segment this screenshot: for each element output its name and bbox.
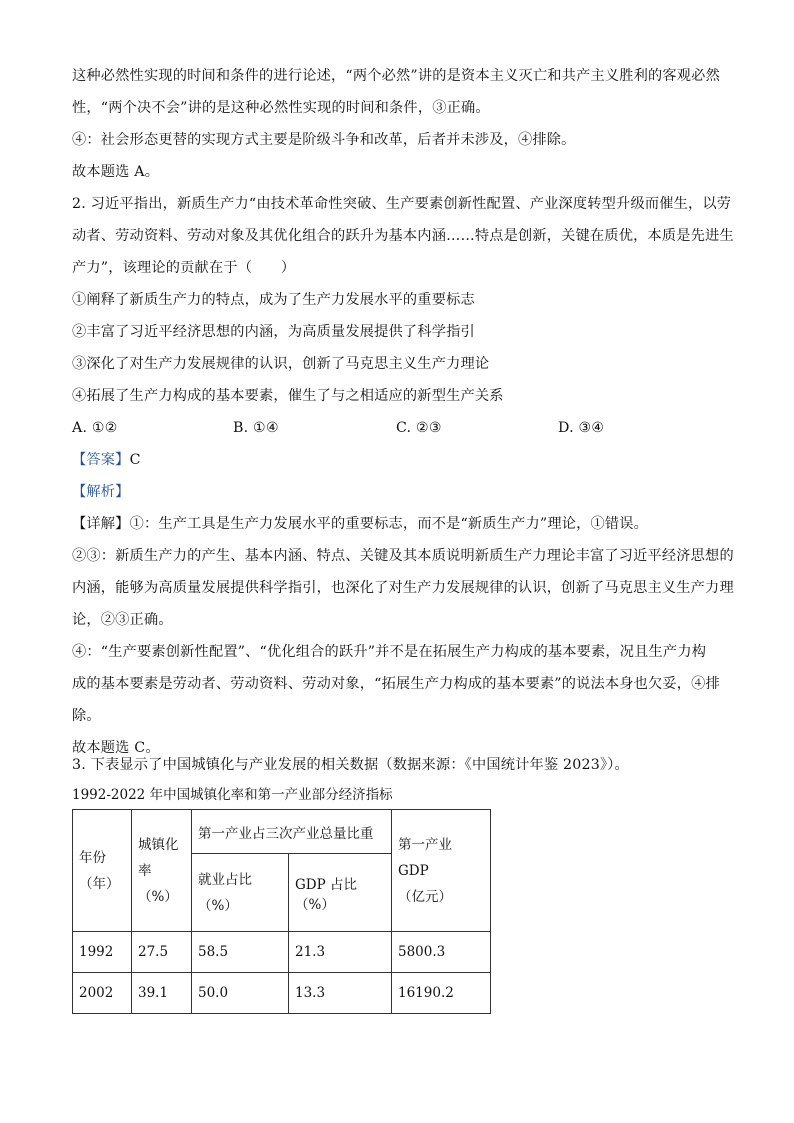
detail-tag: 【详解】 bbox=[72, 516, 130, 532]
text-line: 内涵，能够为高质量发展提供科学指引，也深化了对生产力发展规律的认识，创新了马克思主义生产力理 bbox=[72, 580, 734, 596]
option-b: B. ①④ bbox=[233, 420, 279, 436]
analysis-tag: 【解析】 bbox=[72, 484, 130, 500]
option-a: A. ①② bbox=[72, 420, 118, 436]
statement-2: ②丰富了习近平经济思想的内涵，为高质量发展提供了科学指引 bbox=[72, 324, 475, 340]
cell-primary-gdp: 16190.2 bbox=[392, 973, 491, 1014]
text-line: ④：社会形态更替的实现方式主要是阶级斗争和改革，后者并未涉及，④排除。 bbox=[72, 132, 576, 148]
header-year-unit: （年） bbox=[79, 875, 120, 892]
header-urban-label-2: 率 bbox=[138, 862, 152, 879]
table-caption: 1992-2022 年中国城镇化率和第一产业部分经济指标 bbox=[72, 787, 393, 803]
header-primary-share-group: 第一产业占三次产业总量比重 bbox=[192, 810, 392, 854]
table-row bbox=[73, 973, 491, 1014]
question-2-stem: 动者、劳动资料、劳动对象及其优化组合的跃升为基本内涵……特点是创新，关键在质优，本质是先进生 bbox=[72, 228, 734, 244]
text-line: ④：“生产要素创新性配置”、“优化组合的跃升”并不是在拓展生产力构成的基本要素，况且生产力构 bbox=[72, 644, 707, 660]
text-line: 这种必然性实现的时间和条件的进行论述，“两个必然”讲的是资本主义灭亡和共产主义胜利的客观必然 bbox=[72, 68, 720, 84]
question-2-stem: 2. 习近平指出，新质生产力“由技术革命性突破、生产要素创新性配置、产业深度转型升级而催生，以劳 bbox=[72, 196, 732, 212]
header-urban-label: 城镇化 bbox=[138, 836, 179, 853]
cell-gdp-share: 13.3 bbox=[289, 973, 392, 1014]
cell-primary-gdp: 5800.3 bbox=[392, 932, 491, 973]
cell-urbanization: 39.1 bbox=[132, 973, 192, 1014]
header-employment-share bbox=[192, 854, 289, 932]
statement-1: ①阐释了新质生产力的特点，成为了生产力发展水平的重要标志 bbox=[72, 292, 475, 308]
header-emp-label: 就业占比 bbox=[198, 871, 252, 888]
header-primary-gdp bbox=[392, 810, 491, 932]
cell-year: 1992 bbox=[73, 932, 132, 973]
header-gdp-unit: （亿元） bbox=[398, 888, 452, 905]
detail-text: ①：生产工具是生产力发展水平的重要标志，而不是“新质生产力”理论，①错误。 bbox=[129, 516, 649, 532]
data-table bbox=[72, 809, 491, 1014]
question-3-stem: 3. 下表显示了中国城镇化与产业发展的相关数据（数据来源：《中国统计年鉴 2023》）。 bbox=[72, 757, 629, 773]
answer-line bbox=[72, 450, 724, 470]
header-year bbox=[73, 810, 132, 932]
header-urban-unit: （%） bbox=[138, 888, 178, 905]
question-2-stem: 产力”，该理论的贡献在于（ ） bbox=[72, 260, 296, 276]
answer-value: C bbox=[129, 452, 141, 468]
analysis-line bbox=[72, 482, 724, 502]
text-line: ②③：新质生产力的产生、基本内涵、特点、关键及其本质说明新质生产力理论丰富了习近平经济思想的 bbox=[72, 548, 734, 564]
header-emp-unit: （%） bbox=[198, 897, 238, 914]
cell-employment-share: 50.0 bbox=[192, 973, 289, 1014]
header-gdp-label: 第一产业 GDP bbox=[398, 836, 452, 879]
statement-3: ③深化了对生产力发展规律的认识，创新了马克思主义生产力理论 bbox=[72, 356, 490, 372]
option-d: D. ③④ bbox=[558, 420, 605, 436]
answer-tag: 【答案】 bbox=[72, 452, 130, 468]
text-line: 故本题选 A。 bbox=[72, 164, 160, 180]
option-c: C. ②③ bbox=[396, 420, 442, 436]
cell-employment-share: 58.5 bbox=[192, 932, 289, 973]
detail-line bbox=[72, 514, 724, 534]
header-gdp-share: GDP 占比（%） bbox=[289, 854, 392, 932]
text-line: 除。 bbox=[72, 708, 101, 724]
cell-gdp-share: 21.3 bbox=[289, 932, 392, 973]
cell-urbanization: 27.5 bbox=[132, 932, 192, 973]
header-urbanization bbox=[132, 810, 192, 932]
statement-4: ④拓展了生产力构成的基本要素，催生了与之相适应的新型生产关系 bbox=[72, 388, 504, 404]
text-line: 成的基本要素是劳动者、劳动资料、劳动对象，“拓展生产力构成的基本要素”的说法本身也欠妥，④排 bbox=[72, 676, 720, 692]
cell-year: 2002 bbox=[73, 973, 132, 1014]
header-year-label: 年份 bbox=[79, 849, 106, 866]
table-row bbox=[73, 932, 491, 973]
text-line: 故本题选 C。 bbox=[72, 740, 160, 756]
text-line: 论，②③正确。 bbox=[72, 612, 173, 628]
text-line: 性，“两个决不会”讲的是这种必然性实现的时间和条件，③正确。 bbox=[72, 100, 490, 116]
